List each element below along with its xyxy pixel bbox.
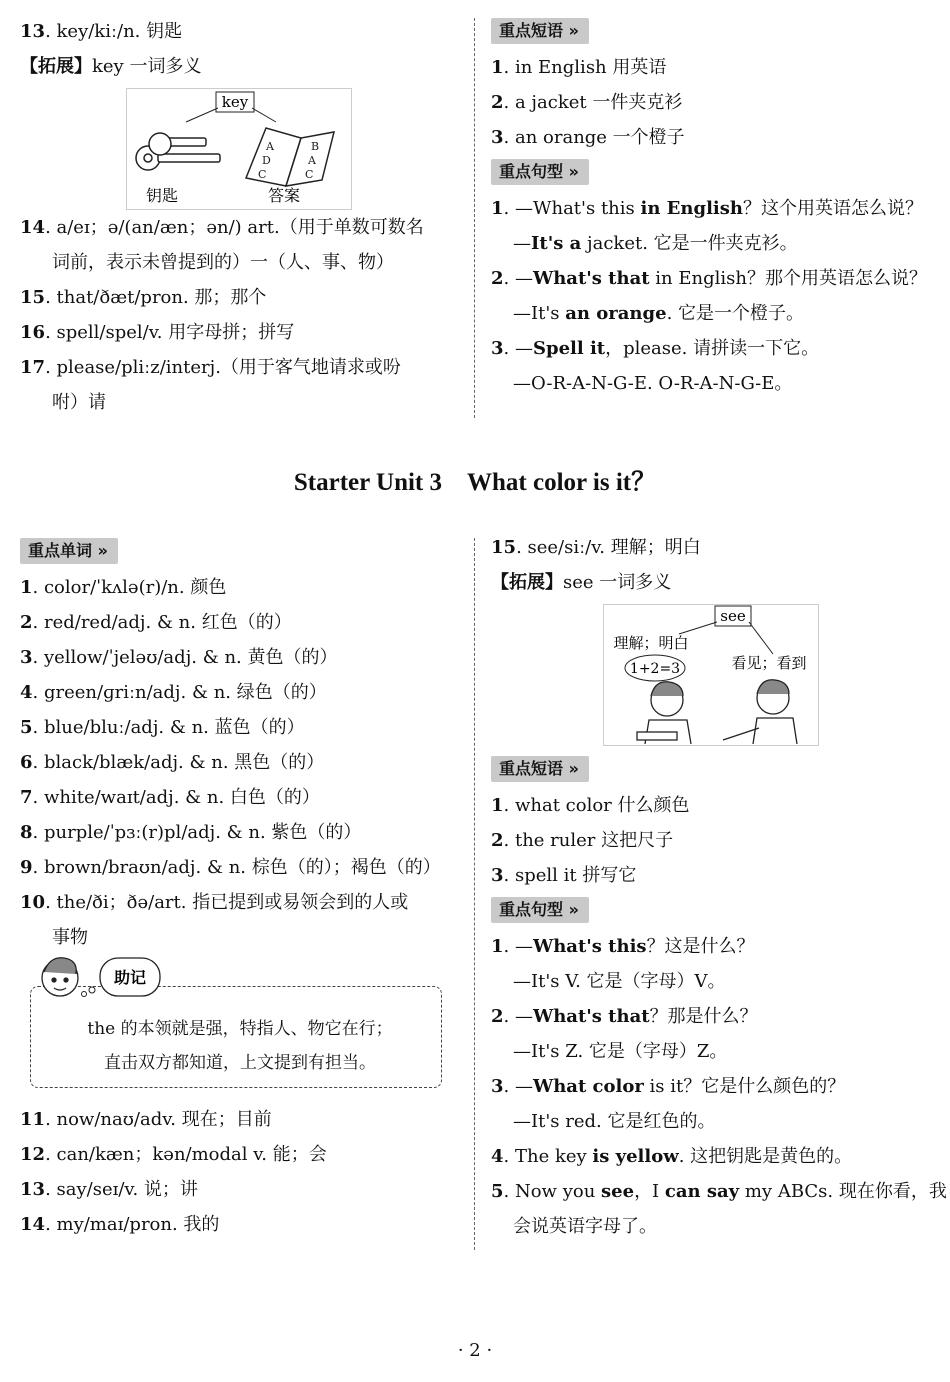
see-illustration [603, 604, 819, 746]
sentence-tag-bottom: 重点句型 » [491, 897, 589, 923]
top-left-column [20, 14, 460, 420]
word-tag: 重点单词 » [20, 538, 118, 564]
expand-key: 【拓展】key 一词多义 [20, 56, 202, 77]
svg-text:D: D [262, 154, 271, 167]
bottom-right-column-2 [491, 752, 947, 1244]
bottom-right-column [491, 530, 941, 600]
boy-face-icon [42, 958, 78, 996]
word-3: 3. yellow/ˈjeləʊ/adj. & n. 黄色（的） [20, 647, 338, 668]
word-5: 5. blue/bluː/adj. & n. 蓝色（的） [20, 717, 305, 738]
phrase-b2: 2. the ruler 这把尺子 [491, 830, 674, 851]
sentence-b2-answer: —It's Z. 它是（字母）Z。 [513, 1041, 728, 1062]
word-1: 1. color/ˈkʌlə(r)/n. 颜色 [20, 577, 227, 598]
key-right-label: 答案 [267, 186, 301, 205]
word-4: 4. green/ɡriːn/adj. & n. 绿色（的） [20, 682, 327, 703]
key-illustration [126, 88, 352, 210]
sentence-b1-answer: —It's V. 它是（字母）V。 [513, 971, 726, 992]
memo-character [38, 952, 168, 1004]
word-17-cont: 咐）请 [52, 392, 106, 413]
column-divider-top [474, 18, 475, 418]
phrase-b1: 1. what color 什么颜色 [491, 795, 690, 816]
sentence-b2: 2. —What's that？那是什么？ [491, 1006, 758, 1027]
sentence-2: 2. —What's that in English？那个用英语怎么说？ [491, 268, 927, 289]
svg-text:C: C [258, 168, 267, 181]
see-word-label: see [720, 607, 746, 625]
unit-title: Starter Unit 3 What color is it？ [293, 469, 657, 496]
svg-text:A: A [308, 154, 316, 167]
sentence-b1: 1. —What's this？这是什么？ [491, 936, 755, 957]
sentence-b5: 5. Now you see，I can say my ABCs. 现在你看，我 [491, 1181, 947, 1202]
sentence-1-answer: —It's a jacket. 它是一件夹克衫。 [513, 233, 798, 254]
word-15: 15. that/ðæt/pron. 那；那个 [20, 287, 267, 308]
see-bubble: 1+2=3 [629, 661, 681, 677]
memo-line-1: the 的本领就是强，特指人、物它在行； [87, 1019, 393, 1039]
phrase-1: 1. in English 用英语 [491, 57, 667, 78]
key-word-label: key [221, 93, 249, 111]
word-14-cont: 词前，表示未曾提到的）一（人、事、物） [52, 252, 394, 273]
word-11: 11. now/naʊ/adv. 现在；目前 [20, 1109, 272, 1130]
word-15-b: 15. see/siː/v. 理解；明白 [491, 537, 701, 558]
svg-text:C: C [305, 168, 314, 181]
phrase-2: 2. a jacket 一件夹克衫 [491, 92, 683, 113]
word-2: 2. red/red/adj. & n. 红色（的） [20, 612, 292, 633]
word-9: 9. brown/braʊn/adj. & n. 棕色（的）；褐色（的） [20, 857, 441, 878]
word-14: 14. a/eɪ；ə/(an/æn；ən/) art.（用于单数可数名 [20, 217, 424, 238]
sentence-tag-top: 重点句型 » [491, 159, 589, 185]
memo-line-2: 直击双方都知道，上文提到有担当。 [104, 1053, 376, 1073]
page-number: · 2 · [457, 1340, 493, 1361]
word-10-cont: 事物 [52, 927, 88, 948]
word-17: 17. please/pliːz/interj.（用于客气地请求或吩 [20, 357, 401, 378]
memo-label: 助记 [113, 968, 147, 987]
word-10: 10. the/ði；ðə/art. 指已提到或易领会到的人或 [20, 892, 409, 913]
sentence-b3-answer: —It's red. 它是红色的。 [513, 1111, 716, 1132]
sentence-b5-cont: 会说英语字母了。 [513, 1216, 657, 1237]
expand-see: 【拓展】see 一词多义 [491, 572, 672, 593]
phrase-tag-top: 重点短语 » [491, 18, 589, 44]
word-8: 8. purple/ˈpɜː(r)pl/adj. & n. 紫色（的） [20, 822, 362, 843]
word-13: 13. key/kiː/n. 钥匙 [20, 21, 183, 42]
phrase-3: 3. an orange 一个橙子 [491, 127, 685, 148]
word-12: 12. can/kæn；kən/modal v. 能；会 [20, 1144, 327, 1165]
sentence-1: 1. —What's this in English？这个用英语怎么说？ [491, 198, 923, 219]
bottom-left-column [20, 534, 460, 955]
top-right-column [491, 14, 941, 401]
sentence-3: 3. —Spell it，please. 请拼读一下它。 [491, 338, 820, 359]
word-13-b: 13. say/seɪ/v. 说；讲 [20, 1179, 198, 1200]
phrase-b3: 3. spell it 拼写它 [491, 865, 637, 886]
word-14-b: 14. my/maɪ/pron. 我的 [20, 1214, 220, 1235]
key-left-label: 钥匙 [145, 186, 179, 205]
sentence-3-answer: —O-R-A-N-G-E. O-R-A-N-G-E。 [513, 373, 793, 394]
sentence-2-answer: —It's an orange. 它是一个橙子。 [513, 303, 805, 324]
column-divider-bottom [474, 538, 475, 1250]
word-6: 6. black/blæk/adj. & n. 黑色（的） [20, 752, 325, 773]
phrase-tag-bottom: 重点短语 » [491, 756, 589, 782]
svg-text:A: A [266, 140, 274, 153]
see-right-label: 看见；看到 [731, 654, 807, 672]
see-left-label: 理解；明白 [613, 634, 689, 652]
svg-text:B: B [311, 140, 320, 153]
word-7: 7. white/waɪt/adj. & n. 白色（的） [20, 787, 320, 808]
sentence-b3: 3. —What color is it？它是什么颜色的？ [491, 1076, 846, 1097]
sentence-b4: 4. The key is yellow. 这把钥匙是黄色的。 [491, 1146, 853, 1167]
word-16: 16. spell/spel/v. 用字母拼；拼写 [20, 322, 295, 343]
bottom-left-column-2 [20, 1102, 460, 1242]
